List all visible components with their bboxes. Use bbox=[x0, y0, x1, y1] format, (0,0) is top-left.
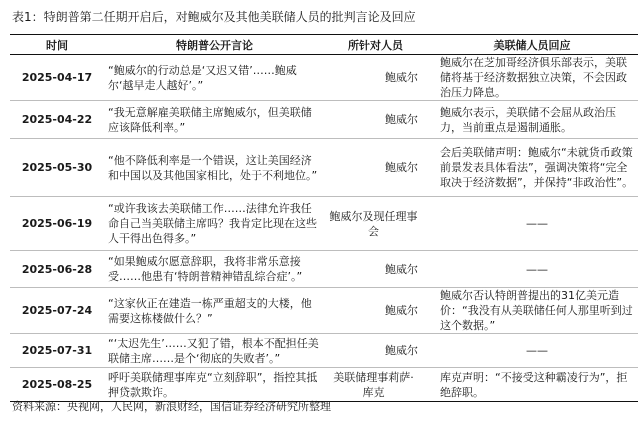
header-response: 美联储人员回应 bbox=[493, 38, 571, 52]
header-date: 时间 bbox=[46, 38, 68, 52]
cell-response: —— bbox=[526, 262, 548, 276]
table-row bbox=[10, 368, 638, 402]
table-row bbox=[10, 251, 638, 288]
cell-date: 2025-04-17 bbox=[21, 71, 93, 84]
cell-response: —— bbox=[526, 344, 548, 357]
cell-date: 2025-06-19 bbox=[21, 217, 93, 230]
cell-response: 鲍威尔否认特朗普提出的31亿美元造价：“我没有从美联储任何人那里听到过这个数据。” bbox=[440, 289, 633, 332]
cell-date: 2025-05-30 bbox=[21, 161, 93, 174]
cell-date: 2025-06-28 bbox=[21, 262, 93, 276]
cell-date: 2025-07-24 bbox=[21, 304, 93, 317]
cell-date: 2025-07-31 bbox=[21, 344, 93, 357]
cell-statement: “他不降低利率是一个错误，这让美国经济和中国以及其他国家相比，处于不利地位。” bbox=[108, 153, 318, 182]
table-row bbox=[10, 139, 638, 197]
cell-target: 鲍威尔 bbox=[385, 344, 418, 357]
cell-statement: “如果鲍威尔愿意辞职，我将非常乐意接受……他患有‘特朗普精神错乱综合症’。” bbox=[108, 255, 303, 283]
header-target: 所针对人员 bbox=[348, 38, 403, 52]
table-header-row bbox=[10, 35, 638, 55]
cell-target: 鲍威尔 bbox=[385, 71, 418, 84]
cell-response: 鲍威尔表示，美联储不会屈从政治压力，当前重点是遏制通胀。 bbox=[440, 105, 616, 134]
table-caption: 表1：特朗普第二任期开启后，对鲍威尔及其他美联储人员的批判言论及回应 bbox=[12, 10, 416, 24]
cell-statement: “鲍威尔的行动总是‘又迟又错’……鲍威尔‘越早走人越好’。” bbox=[108, 63, 297, 92]
source-note: 资料来源：央视网，人民网，新浪财经，国信证券经济研究所整理 bbox=[12, 400, 331, 413]
cell-target: 鲍威尔 bbox=[385, 161, 418, 174]
cell-response: 库克声明：“不接受这种霸凌行为”，拒绝辞职。 bbox=[440, 370, 628, 399]
cell-target: 鲍威尔 bbox=[385, 113, 418, 126]
cell-target: 美联储理事莉萨·库克 bbox=[333, 370, 414, 399]
cell-date: 2025-08-25 bbox=[21, 378, 93, 391]
cell-target: 鲍威尔及现任理事会 bbox=[329, 209, 418, 238]
header-statement: 特朗普公开言论 bbox=[176, 38, 253, 52]
cell-response: —— bbox=[526, 217, 548, 230]
cell-statement: “‘太迟先生’……又犯了错，根本不配担任美联储主席……是个‘彻底的失败者’。” bbox=[108, 336, 319, 365]
table-row bbox=[10, 55, 638, 101]
cell-response: 会后美联储声明：鲍威尔“未就货币政策前景发表具体看法”，强调决策将“完全取决于经济数据”，并保持“非政治性”。 bbox=[440, 146, 634, 189]
cell-target: 鲍威尔 bbox=[385, 262, 418, 276]
table-row bbox=[10, 288, 638, 334]
cell-statement: “这家伙正在建造一栋严重超支的大楼，他需要这栋楼做什么？” bbox=[108, 296, 312, 325]
criticism-table bbox=[10, 34, 638, 402]
table-row bbox=[10, 197, 638, 251]
table-row bbox=[10, 101, 638, 139]
cell-response: 鲍威尔在芝加哥经济俱乐部表示，美联储将基于经济数据独立决策，不会因政治压力降息。 bbox=[440, 56, 627, 99]
cell-target: 鲍威尔 bbox=[385, 304, 418, 317]
cell-date: 2025-04-22 bbox=[21, 113, 93, 126]
table-row bbox=[10, 334, 638, 368]
cell-statement: 呼吁美联储理事库克“立刻辞职”，指控其抵押贷款欺诈。 bbox=[108, 370, 318, 399]
cell-statement: “我无意解雇美联储主席鲍威尔，但美联储应该降低利率。” bbox=[108, 105, 312, 134]
cell-statement: “或许我该去美联储工作……法律允许我任命自己当美联储主席吗？我肯定比现在这些人干得出色得多。” bbox=[108, 202, 317, 245]
